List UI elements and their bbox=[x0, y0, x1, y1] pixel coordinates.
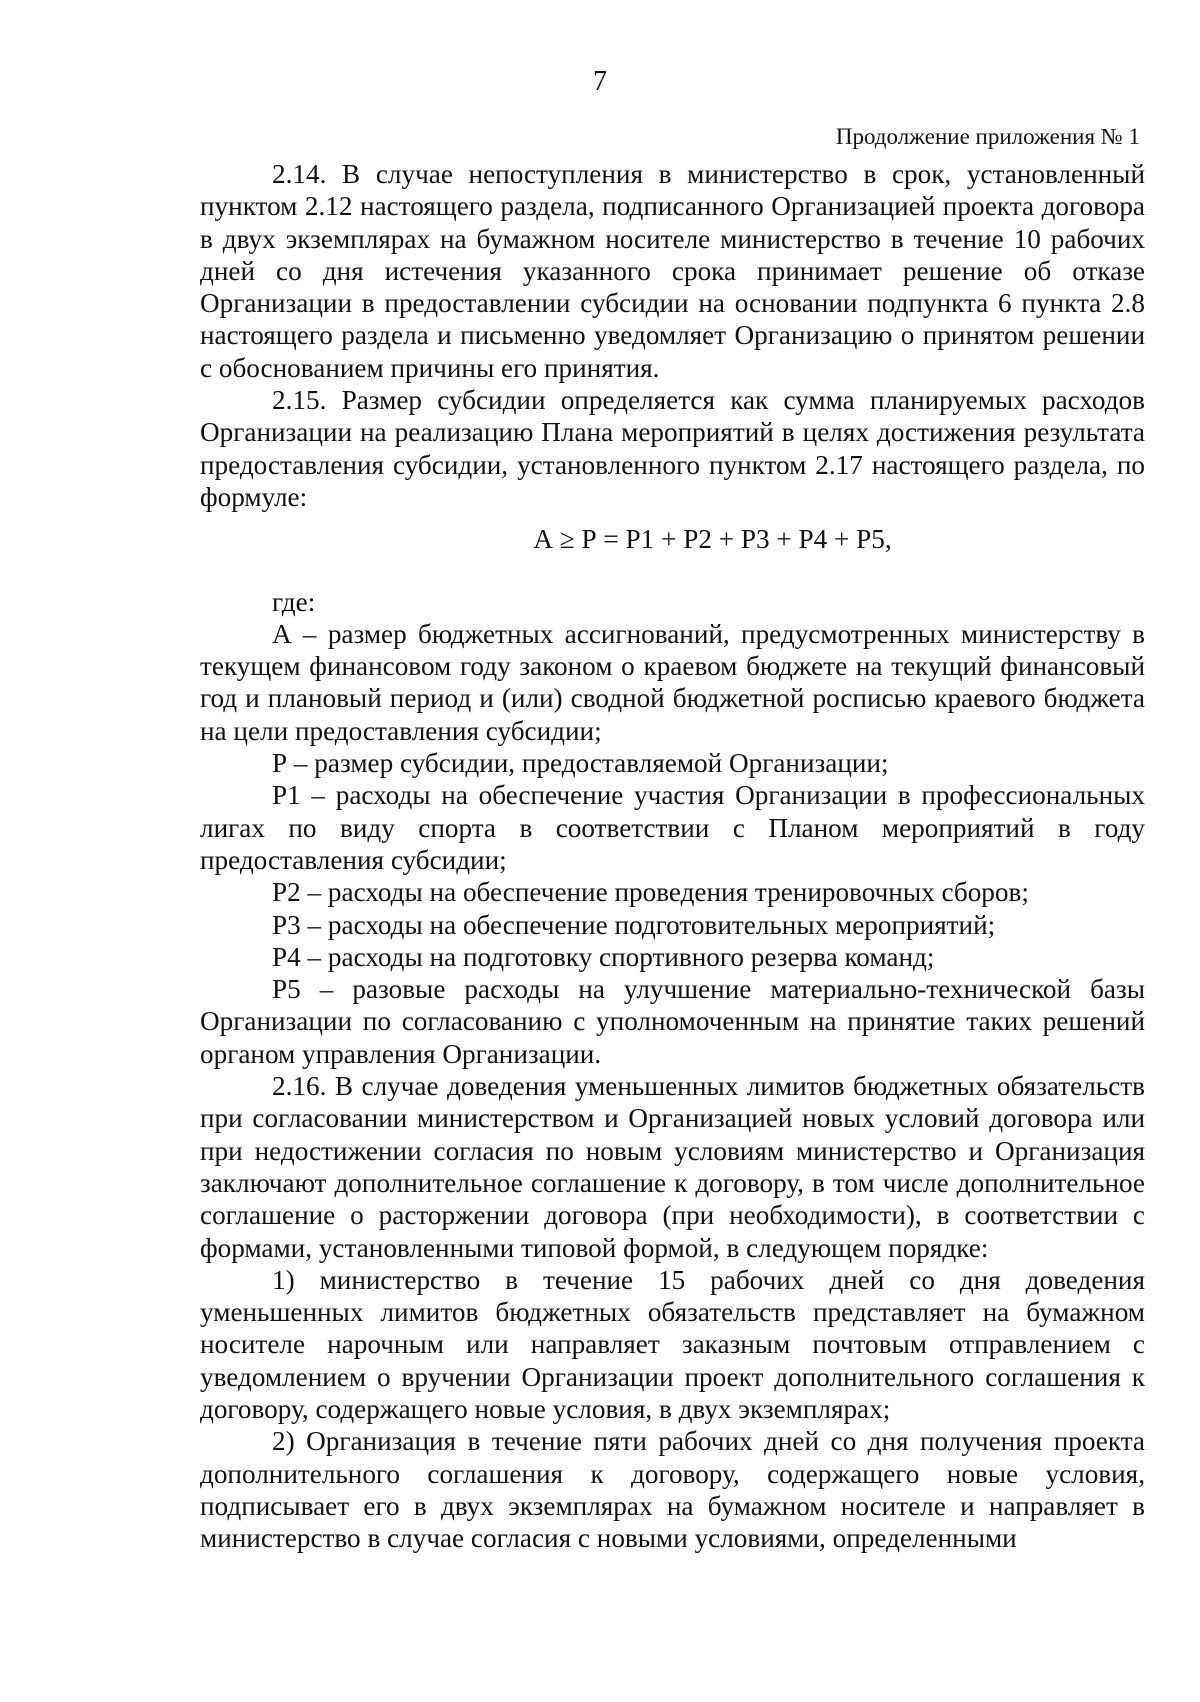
document-body bbox=[200, 158, 1145, 1554]
list-item-2: 2) Организация в течение пяти рабочих дней со дня получения проекта дополнительного соглашения к договору, содержащего новые условия, подписывает его в двух экземплярах на бумажном носителе и направляет в министерство в случае согласия с новыми условиями, определенными bbox=[200, 1426, 1145, 1554]
paragraph-2-16: 2.16. В случае доведения уменьшенных лимитов бюджетных обязательств при согласовании министерством и Организацией новых условий договора или при недостижении согласия по новым условиям министерство и Организация заключают дополнительное соглашение к договору, в том числе дополнительное соглашение о расторжении договора (при необходимости), в соответствии с формами, установленными типовой формой, в следующем порядке: bbox=[200, 1071, 1145, 1263]
definition-p4: Р4 – расходы на подготовку спортивного резерва команд; bbox=[272, 941, 935, 972]
definition-p2: Р2 – расходы на обеспечение проведения тренировочных сборов; bbox=[272, 877, 1029, 908]
list-item-1: 1) министерство в течение 15 рабочих дней со дня доведения уменьшенных лимитов бюджетных обязательств представляет на бумажном носителе нарочным или направляет заказным почтовым отправлением с уведомлением о вручении Организации проект дополнительного соглашения к договору, содержащего новые условия, в двух экземплярах; bbox=[200, 1264, 1145, 1424]
definition-p1: Р1 – расходы на обеспечение участия Организации в профессиональных лигах по виду спорта в соответствии с Планом мероприятий в году предоставления субсидии; bbox=[200, 780, 1145, 875]
definition-p: Р – размер субсидии, предоставляемой Организации; bbox=[272, 748, 889, 779]
appendix-continuation-note: Продолжение приложения № 1 bbox=[835, 124, 1140, 149]
paragraph-2-14: 2.14. В случае непоступления в министерство в срок, установленный пунктом 2.12 настоящего раздела, подписанного Организацией проекта договора в двух экземплярах на бумажном носителе министерство в течение 10 рабочих дней со дня истечения указанного срока принимает решение об отказе Организации в предоставлении субсидии на основании подпункта 6 пункта 2.8 настоящего раздела и письменно уведомляет Организацию о принятом решении с обоснованием причины его принятия. bbox=[200, 159, 1145, 383]
page-number: 7 bbox=[593, 66, 607, 97]
formula: А ≥ Р = Р1 + Р2 + Р3 + Р4 + Р5, bbox=[533, 524, 892, 555]
paragraph-2-15: 2.15. Размер субсидии определяется как сумма планируемых расходов Организации на реализацию Плана мероприятий в целях достижения результата предоставления субсидии, установленного пунктом 2.17 настоящего раздела, по формуле: bbox=[200, 385, 1145, 512]
definition-a: А – размер бюджетных ассигнований, предусмотренных министерству в текущем финансовом году законом о краевом бюджете на текущий финансовый год и плановый период и (или) сводной бюджетной росписью краевого бюджета на цели предоставления субсидии; bbox=[200, 618, 1145, 746]
definition-p3: Р3 – расходы на обеспечение подготовительных мероприятий; bbox=[272, 909, 996, 940]
definition-p5: Р5 – разовые расходы на улучшение материально-технической базы Организации по согласованию с уполномоченным на принятие таких решений органом управления Организации. bbox=[200, 974, 1145, 1069]
where-label: где: bbox=[272, 586, 316, 617]
